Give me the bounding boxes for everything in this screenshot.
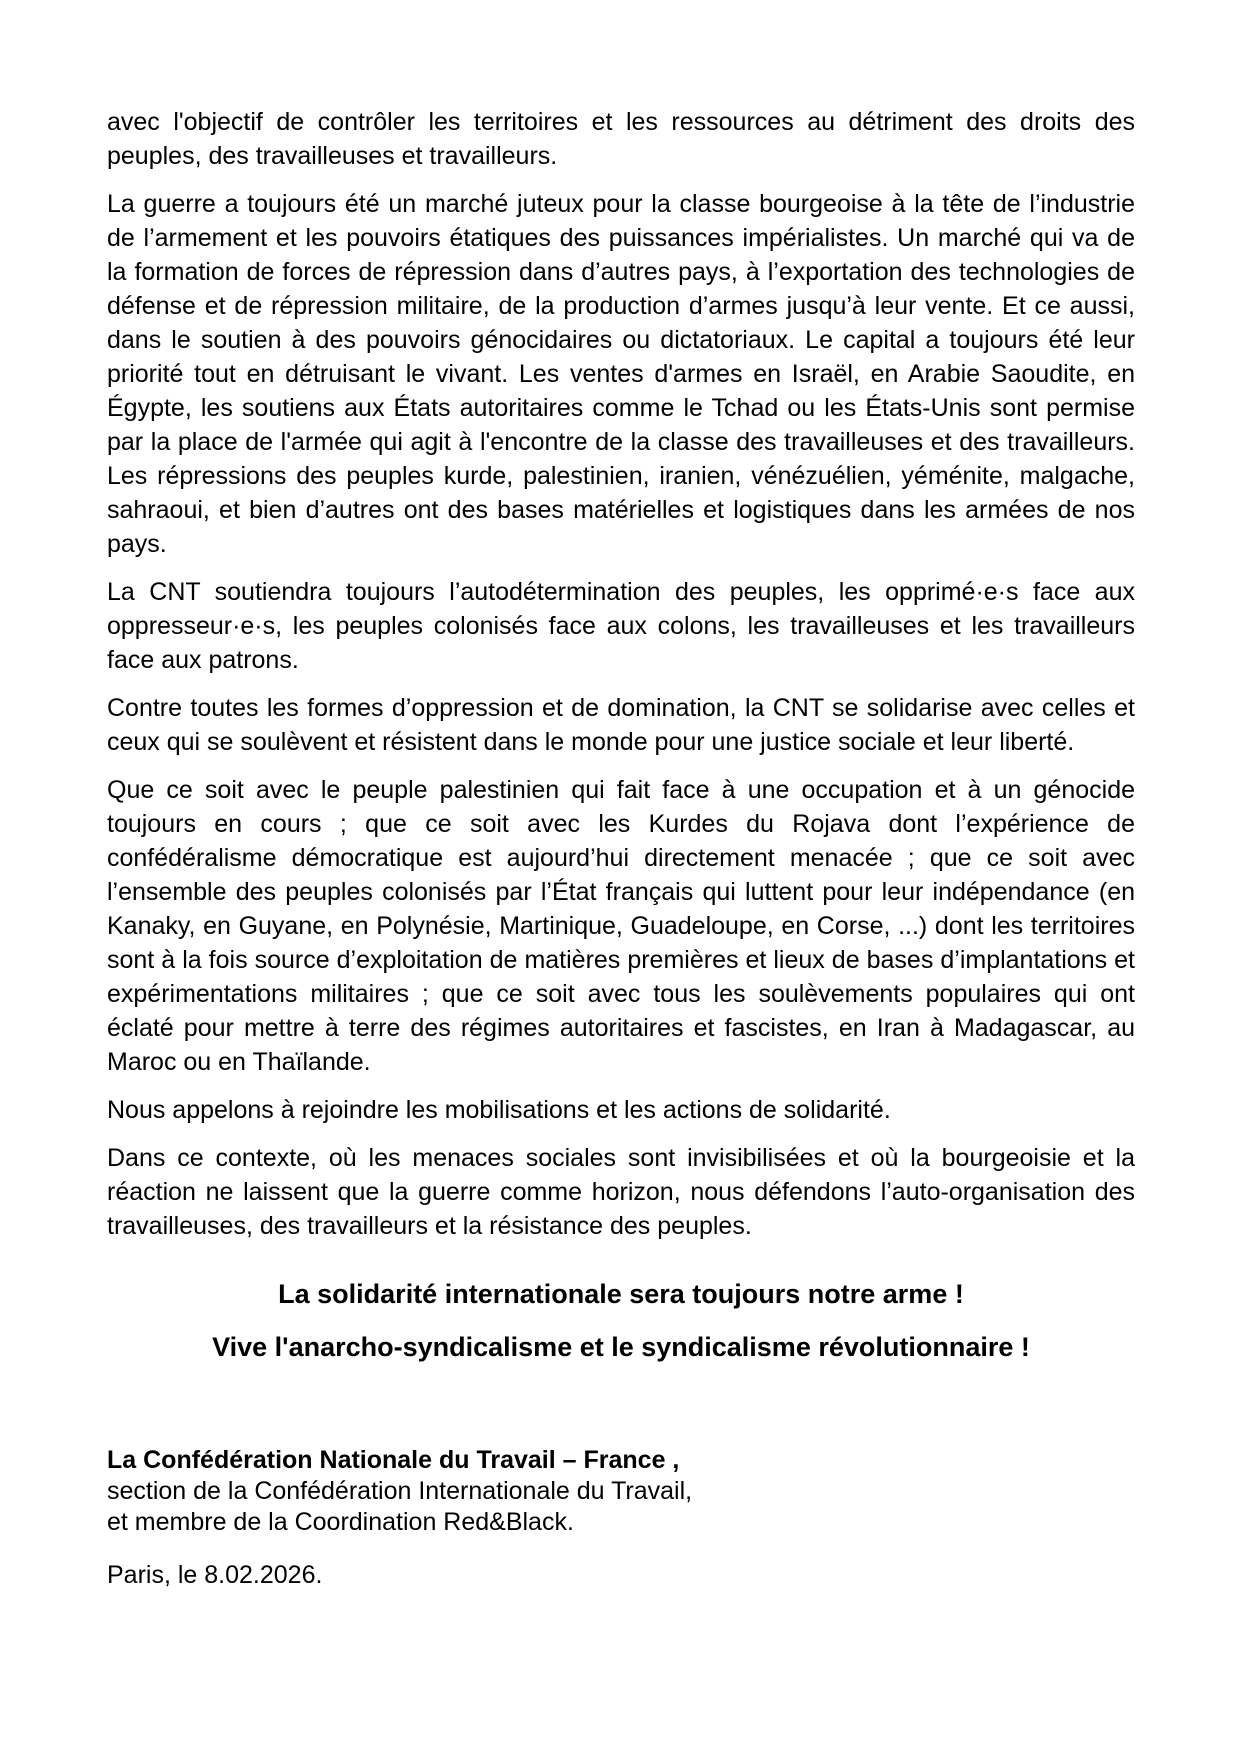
signature-block [107, 1445, 1135, 1538]
paragraph-territories: avec l'objectif de contrôler les territoires et les ressources au détriment des droits des peuples, des travailleuses et travailleurs. [107, 108, 1135, 170]
paragraph-call-to-action: Nous appelons à rejoindre les mobilisations et les actions de solidarité. [107, 1096, 891, 1124]
paragraph-context: Dans ce contexte, où les menaces sociales sont invisibilisées et où la bourgeoisie et la réaction ne laissent que la guerre comme horizon, nous défendons l’auto-organisation des travailleuses, des travailleurs et la résistance des peuples. [107, 1144, 1135, 1240]
signature-organization: La Confédération Nationale du Travail – France , [107, 1446, 680, 1474]
paragraph-self-determination: La CNT soutiendra toujours l’autodétermination des peuples, les opprimé·e·s face aux oppresseur·e·s, les peuples colonisés face aux colons, les travailleuses et les travailleurs face aux patrons. [107, 578, 1135, 674]
slogan-international-solidarity: La solidarité internationale sera toujours notre arme ! [278, 1279, 964, 1309]
signature-membership: et membre de la Coordination Red&Black. [107, 1508, 574, 1536]
dateline: Paris, le 8.02.2026. [107, 1561, 323, 1589]
slogan-anarcho-syndicalism: Vive l'anarcho-syndicalisme et le syndicalisme révolutionnaire ! [212, 1332, 1030, 1362]
document-content [107, 105, 1135, 1591]
paragraph-war-market: La guerre a toujours été un marché juteux pour la classe bourgeoise à la tête de l’industrie de l’armement et les pouvoirs étatiques des puissances impérialistes. Un marché qui va de la formation de forces de répression dans d’autres pays, à l’exportation des technologies de défense et de répression militaire, de la production d’armes jusqu’à leur vente. Et ce aussi, dans le soutien à des pouvoirs génocidaires ou dictatoriaux. Le capital a toujours été leur priorité tout en détruisant le vivant. Les ventes d'armes en Israël, en Arabie Saoudite, en Égypte, les soutiens aux États autoritaires comme le Tchad ou les États-Unis sont permise par la place de l'armée qui agit à l'encontre de la classe des travailleuses et des travailleurs. Les répressions des peuples kurde, palestinien, iranien, vénézuélien, yéménite, malgache, sahraoui, et bien d’autres ont des bases matérielles et logistiques dans les armées de nos pays. [107, 190, 1135, 558]
paragraph-against-oppression: Contre toutes les formes d’oppression et de domination, la CNT se solidarise avec celles et ceux qui se soulèvent et résistent dans le monde pour une justice sociale et leur liberté. [107, 694, 1135, 756]
signature-section: section de la Confédération Internationale du Travail, [107, 1477, 693, 1505]
paragraph-peoples-struggles: Que ce soit avec le peuple palestinien qui fait face à une occupation et à un génocide toujours en cours ; que ce soit avec les Kurdes du Rojava dont l’expérience de confédéralisme démocratique est aujourd’hui directement menacée ; que ce soit avec l’ensemble des peuples colonisés par l’État français qui luttent pour leur indépendance (en Kanaky, en Guyane, en Polynésie, Martinique, Guadeloupe, en Corse, ...) dont les territoires sont à la fois source d’exploitation de matières premières et lieux de bases d’implantations et expérimentations militaires ; que ce soit avec tous les soulèvements populaires qui ont éclaté pour mettre à terre des régimes autoritaires et fascistes, en Iran à Madagascar, au Maroc ou en Thaïlande. [107, 776, 1135, 1076]
